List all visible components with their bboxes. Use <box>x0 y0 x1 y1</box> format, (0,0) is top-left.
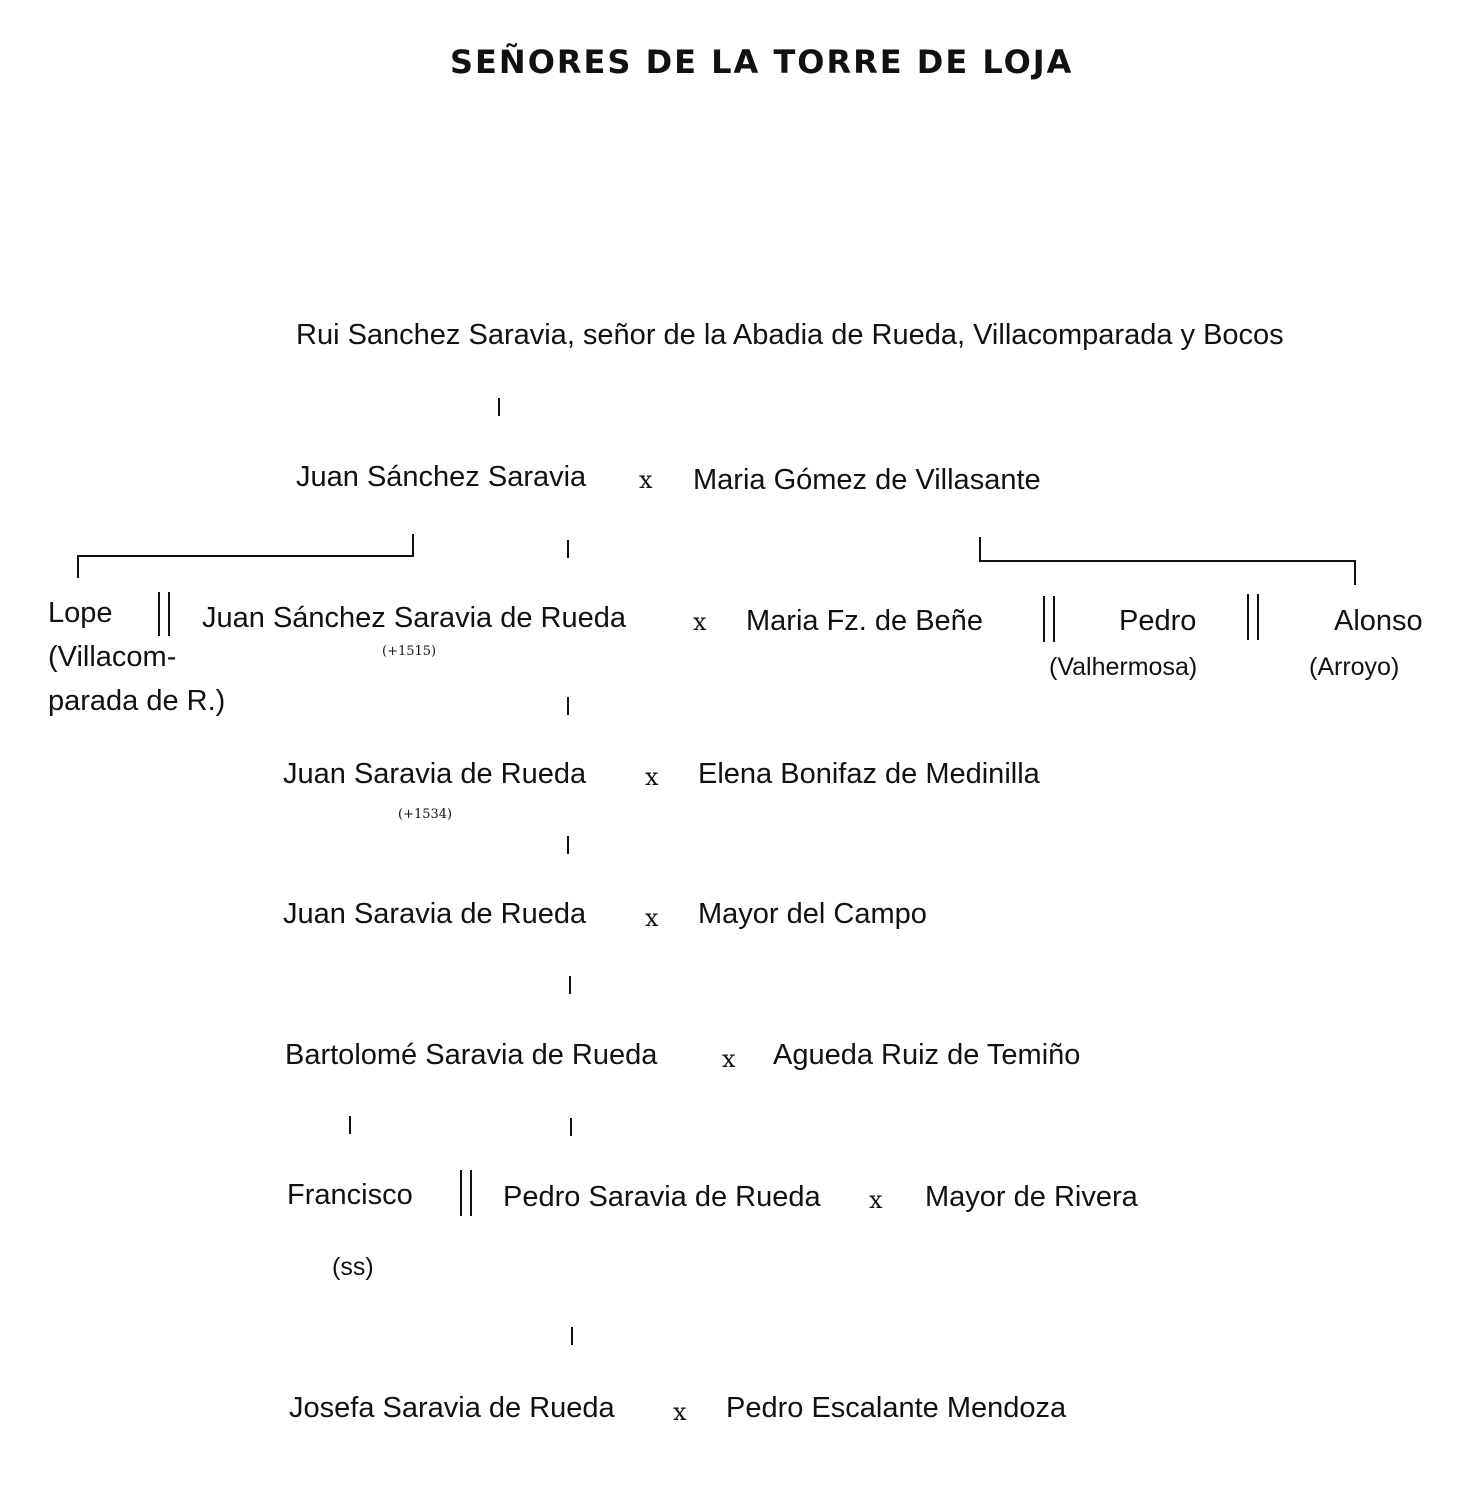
gen3-person-note: (+1515) <box>382 644 437 659</box>
connector-gen2-gen3 <box>567 540 569 558</box>
gen3-person: Juan Sánchez Saravia de Rueda <box>202 602 627 634</box>
gen2-person: Juan Sánchez Saravia <box>296 461 587 493</box>
gen3-sibling-left-note-1: (Villacom- <box>48 641 177 673</box>
gen8-person: Josefa Saravia de Rueda <box>289 1392 615 1424</box>
gen3-sibling-left-name: Lope <box>48 597 113 629</box>
connector-gen4-gen5 <box>567 836 569 854</box>
connector-gen6-gen7 <box>570 1118 572 1136</box>
marriage-symbol: x <box>693 608 707 636</box>
gen7-person: Pedro Saravia de Rueda <box>503 1181 821 1213</box>
marriage-symbol: x <box>722 1045 736 1073</box>
gen3-sibling-right-2-note: (Arroyo) <box>1309 653 1400 681</box>
gen6-spouse: Agueda Ruiz de Temiño <box>773 1039 1081 1071</box>
gen5-person: Juan Saravia de Rueda <box>283 898 587 930</box>
connector-gen6-sibling <box>349 1116 351 1134</box>
gen7-sibling-name: Francisco <box>287 1179 413 1211</box>
gen5-spouse: Mayor del Campo <box>698 898 927 930</box>
sibling-separator <box>1247 594 1259 640</box>
sibling-separator <box>460 1170 472 1216</box>
gen6-person: Bartolomé Saravia de Rueda <box>285 1039 658 1071</box>
gen4-spouse: Elena Bonifaz de Medinilla <box>698 758 1040 790</box>
gen1-person: Rui Sanchez Saravia, señor de la Abadia de Rueda, Villacomparada y Bocos <box>296 319 1284 351</box>
gen8-spouse: Pedro Escalante Mendoza <box>726 1392 1067 1424</box>
gen2-spouse: Maria Gómez de Villasante <box>693 464 1041 496</box>
gen3-sibling-left-note-2: parada de R.) <box>48 685 226 717</box>
gen3-sibling-right-2-name: Alonso <box>1334 605 1423 637</box>
left-sibling-bracket <box>78 534 413 578</box>
connector-gen3-gen4 <box>567 697 569 715</box>
gen7-sibling-note: (ss) <box>332 1253 374 1281</box>
connector-gen7-gen8 <box>571 1327 573 1345</box>
marriage-symbol: x <box>645 904 659 932</box>
page-title: SEÑORES DE LA TORRE DE LOJA <box>450 43 1074 81</box>
gen7-spouse: Mayor de Rivera <box>925 1181 1138 1213</box>
marriage-symbol: x <box>645 763 659 791</box>
marriage-symbol: x <box>869 1186 883 1214</box>
gen3-spouse: Maria Fz. de Beñe <box>746 605 983 637</box>
gen3-sibling-right-1-note: (Valhermosa) <box>1049 653 1198 681</box>
connector-gen5-gen6 <box>569 976 571 994</box>
marriage-symbol: x <box>673 1398 687 1426</box>
marriage-symbol: x <box>639 466 653 494</box>
gen4-person: Juan Saravia de Rueda <box>283 758 587 790</box>
sibling-separator <box>158 592 170 636</box>
gen4-person-note: (+1534) <box>398 807 453 822</box>
right-sibling-bracket <box>980 537 1355 585</box>
gen3-sibling-right-1-name: Pedro <box>1119 605 1197 637</box>
sibling-separator <box>1043 596 1055 642</box>
